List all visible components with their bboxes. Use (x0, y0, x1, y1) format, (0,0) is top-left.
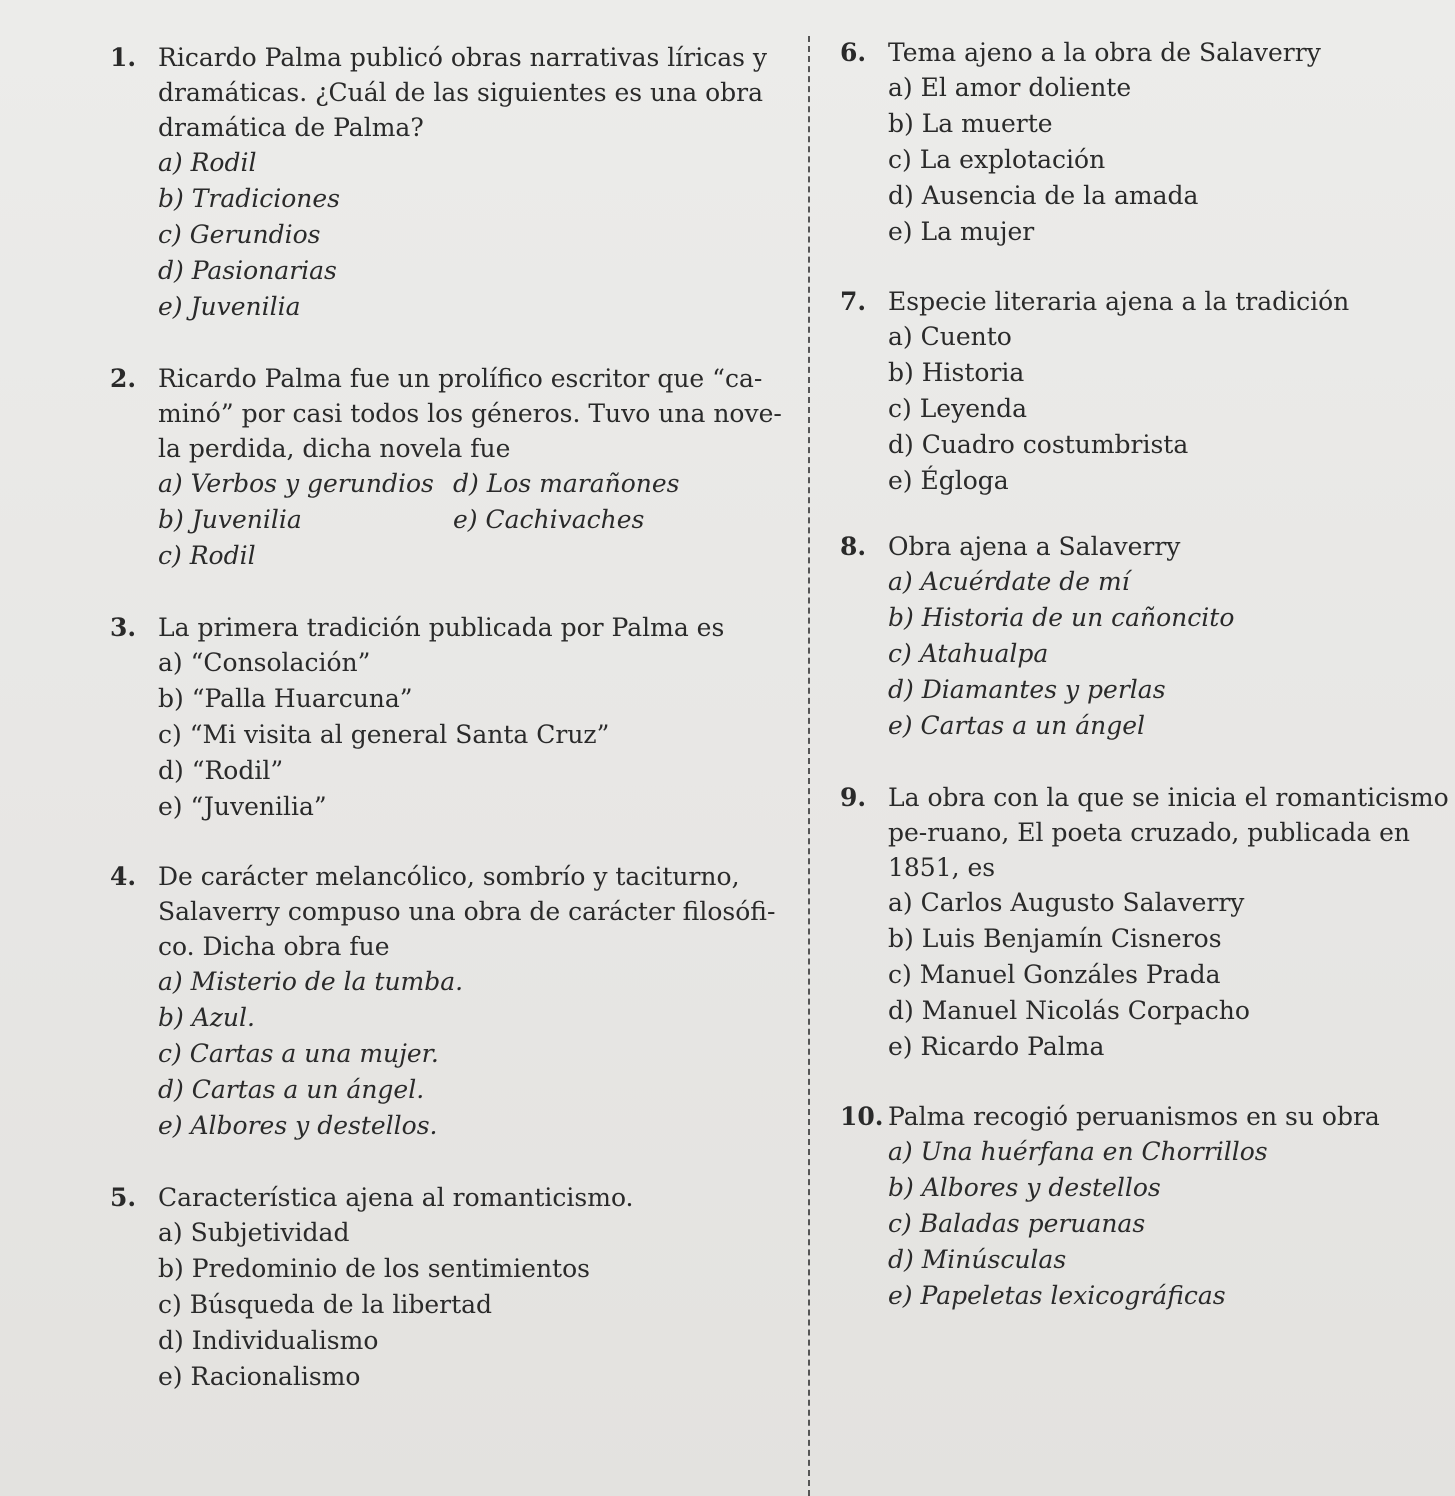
option-e: e) Racionalismo (158, 1362, 361, 1391)
question-number: 5. (110, 1183, 137, 1212)
option-c: c) Baladas peruanas (888, 1209, 1146, 1238)
question-4 (110, 859, 790, 1144)
question-8 (840, 529, 1450, 744)
option-e: e) Papeletas lexicográficas (888, 1281, 1226, 1310)
left-column (110, 40, 790, 1425)
question-number: 8. (840, 532, 867, 561)
option-a: a) Misterio de la tumba. (158, 967, 464, 996)
option-d: d) Los marañones (453, 469, 680, 498)
question-3 (110, 610, 790, 825)
option-c: c) Búsqueda de la libertad (158, 1290, 493, 1319)
option-e: e) La mujer (888, 217, 1035, 246)
option-e: e) Égloga (888, 466, 1009, 495)
option-b: b) Tradiciones (158, 184, 341, 213)
column-divider (808, 36, 810, 1496)
question-text: Ricardo Palma fue un prolífico escritor que “ca-minó” por casi todos los géneros. Tuvo una nove-la perdida, dicha novela fue (158, 364, 782, 463)
option-b: b) Albores y destellos (888, 1173, 1161, 1202)
option-a: a) Acuérdate de mí (888, 567, 1130, 596)
option-a: a) “Consolación” (158, 648, 371, 677)
option-a: a) Carlos Augusto Salaverry (888, 888, 1245, 917)
question-text: Tema ajeno a la obra de Salaverry (888, 38, 1321, 67)
option-a: a) Una huérfana en Chorrillos (888, 1137, 1268, 1166)
question-text: Especie literaria ajena a la tradición (888, 287, 1350, 316)
option-c: c) Gerundios (158, 220, 321, 249)
option-b: b) Predominio de los sentimientos (158, 1254, 590, 1283)
option-d: d) Individualismo (158, 1326, 379, 1355)
question-text: Obra ajena a Salaverry (888, 532, 1181, 561)
question-text: Palma recogió peruanismos en su obra (888, 1102, 1380, 1131)
option-c: c) La explotación (888, 145, 1106, 174)
option-d: d) “Rodil” (158, 756, 284, 785)
option-d: d) Minúsculas (888, 1245, 1067, 1274)
option-d: d) Diamantes y perlas (888, 675, 1166, 704)
option-c: c) “Mi visita al general Santa Cruz” (158, 720, 610, 749)
option-b: b) Historia de un cañoncito (888, 603, 1235, 632)
question-5 (110, 1180, 790, 1395)
option-e: e) “Juvenilia” (158, 792, 327, 821)
question-number: 10. (840, 1102, 884, 1131)
question-number: 2. (110, 364, 137, 393)
question-text: La primera tradición publicada por Palma es (158, 613, 725, 642)
question-number: 7. (840, 287, 867, 316)
option-a: a) Subjetividad (158, 1218, 350, 1247)
option-e: e) Juvenilia (158, 292, 301, 321)
question-text: Característica ajena al romanticismo. (158, 1183, 634, 1212)
question-1 (110, 40, 790, 325)
option-c: c) Cartas a una mujer. (158, 1039, 439, 1068)
question-2 (110, 361, 790, 574)
option-b: b) Historia (888, 358, 1025, 387)
question-6 (840, 35, 1450, 250)
question-number: 1. (110, 43, 137, 72)
question-text: Ricardo Palma publicó obras narrativas líricas y dramáticas. ¿Cuál de las siguientes es una obra dramática de Palma? (158, 43, 768, 142)
option-c: c) Rodil (158, 541, 256, 570)
option-c: c) Leyenda (888, 394, 1028, 423)
option-e: e) Ricardo Palma (888, 1032, 1105, 1061)
option-b: b) Luis Benjamín Cisneros (888, 924, 1222, 953)
right-column (840, 35, 1450, 1344)
question-10 (840, 1099, 1450, 1314)
question-number: 9. (840, 783, 867, 812)
option-d: d) Pasionarias (158, 256, 337, 285)
option-d: d) Ausencia de la amada (888, 181, 1199, 210)
option-c: c) Manuel Gonzáles Prada (888, 960, 1221, 989)
question-7 (840, 284, 1450, 499)
question-number: 6. (840, 38, 867, 67)
question-text: La obra con la que se inicia el romanticismo pe-ruano, El poeta cruzado, publicada en 1851, es (888, 783, 1449, 882)
option-d: d) Cuadro costumbrista (888, 430, 1189, 459)
option-e: e) Albores y destellos. (158, 1111, 438, 1140)
option-c: c) Atahualpa (888, 639, 1049, 668)
option-a: a) Cuento (888, 322, 1012, 351)
option-e: e) Cartas a un ángel (888, 711, 1146, 740)
option-b: b) La muerte (888, 109, 1053, 138)
option-b: b) Azul. (158, 1003, 255, 1032)
option-b: b) “Palla Huarcuna” (158, 684, 413, 713)
question-text: De carácter melancólico, sombrío y taciturno, Salaverry compuso una obra de carácter filosófi-co. Dicha obra fue (158, 862, 776, 961)
option-a: a) El amor doliente (888, 73, 1132, 102)
option-d: d) Cartas a un ángel. (158, 1075, 425, 1104)
option-b: b) Juvenilia (158, 505, 302, 534)
option-e: e) Cachivaches (453, 505, 645, 534)
question-number: 3. (110, 613, 137, 642)
question-number: 4. (110, 862, 137, 891)
option-d: d) Manuel Nicolás Corpacho (888, 996, 1250, 1025)
option-a: a) Verbos y gerundios (158, 469, 434, 498)
option-a: a) Rodil (158, 148, 257, 177)
question-9 (840, 780, 1450, 1065)
